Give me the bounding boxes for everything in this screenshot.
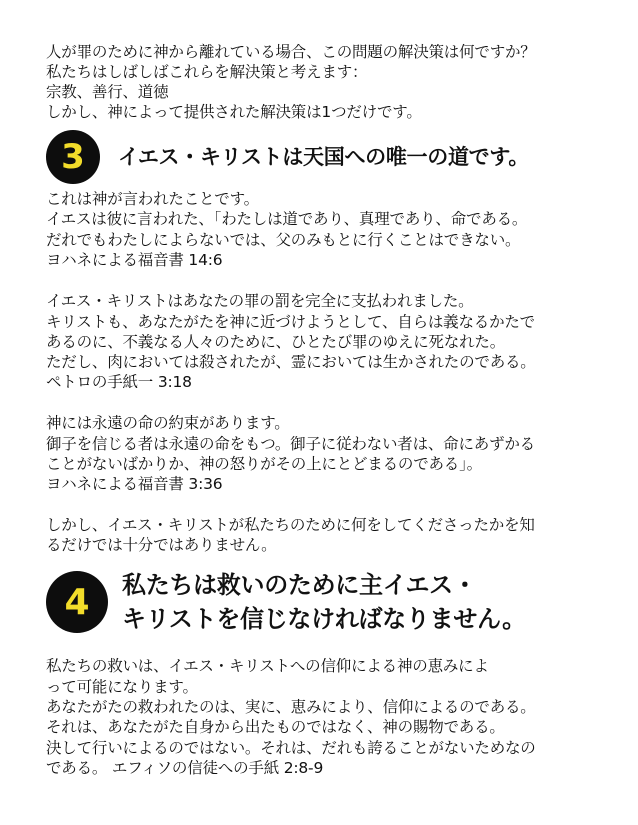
body-line: 決して行いによるのではない。それは、だれも誇ることがないためなの <box>46 739 536 757</box>
section-4-heading <box>46 568 526 636</box>
body-line: これは神が言われたことです。 <box>46 190 259 208</box>
body-line: イエスは彼に言われた、「わたしは道であり、真理であり、命である。 <box>46 210 528 228</box>
section-3-title: イエス・キリストは天国への唯一の道です。 <box>118 145 530 169</box>
section-4-title-line: キリストを信じなければなりません。 <box>122 605 526 633</box>
scripture-reference: ペトロの手紙一 3:18 <box>46 373 192 391</box>
body-line: それは、あなたがた自身から出たものではなく、神の賜物である。 <box>46 718 505 736</box>
body-line: 私たちの救いは、イエス・キリストへの信仰による神の恵みによ <box>46 657 489 675</box>
intro-line: しかし、神によって提供された解決策は1つだけです。 <box>46 103 422 121</box>
body-line: ただし、肉においては殺されたが、霊においては生かされたのである。 <box>46 353 536 371</box>
body-line: 神には永遠の命の約束があります。 <box>46 414 290 432</box>
body-line: あるのに、不義なる人々のために、ひとたび罪のゆえに死なれた。 <box>46 333 506 351</box>
scripture-reference: ヨハネによる福音書 14:6 <box>46 251 223 269</box>
body-line: しかし、イエス・キリストが私たちのために何をしてくださったかを知 <box>46 516 535 534</box>
section-4-title-line: 私たちは救いのために主イエス・ <box>122 571 477 599</box>
intro-line: 宗教、善行、道徳 <box>46 83 169 101</box>
scripture-reference: である。 エフィソの信徒への手紙 2:8-9 <box>46 759 324 777</box>
intro-line: 人が罪のために神から離れている場合、この問題の解決策は何ですか？ <box>46 43 536 61</box>
body-line: キリストも、あなたがたを神に近づけようとして、自らは義なるかたで <box>46 313 535 331</box>
body-line: イエス・キリストはあなたの罪の罰を完全に支払われました。 <box>46 292 474 310</box>
step-number-badge: 4 <box>46 571 108 633</box>
body-line: るだけでは十分ではありません。 <box>46 536 277 554</box>
body-line: って可能になります。 <box>46 678 198 696</box>
section-4-title <box>108 568 526 636</box>
body-line: だれでもわたしによらないでは、父のみもとに行くことはできない。 <box>46 231 521 249</box>
scripture-reference: ヨハネによる福音書 3:36 <box>46 475 223 493</box>
step-number-badge: 3 <box>46 130 100 184</box>
section-3-heading <box>46 130 529 184</box>
body-line: あなたがたの救われたのは、実に、恵みにより、信仰によるのである。 <box>46 698 536 716</box>
intro-line: 私たちはしばしばこれらを解決策と考えます： <box>46 63 368 81</box>
body-line: ことがないばかりか、神の怒りがその上にとどまるのである」。 <box>46 455 482 473</box>
body-line: 御子を信じる者は永遠の命をもつ。御子に従わない者は、命にあずかる <box>46 435 535 453</box>
